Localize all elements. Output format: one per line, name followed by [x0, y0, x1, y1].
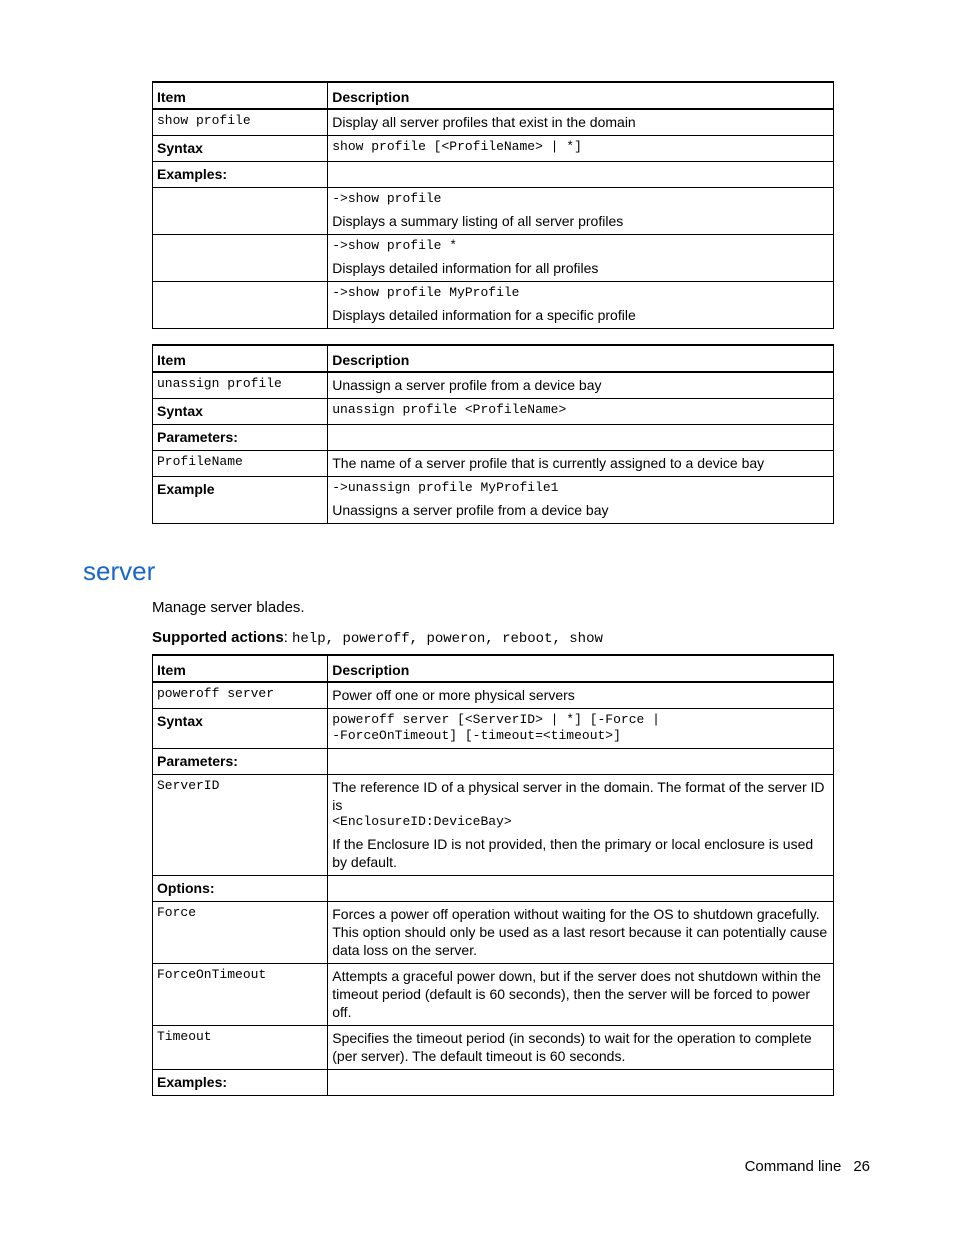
option-name: Timeout	[153, 1026, 328, 1070]
example-code: ->unassign profile MyProfile1	[332, 480, 559, 495]
table-row	[153, 425, 834, 451]
command-name: poweroff server	[153, 682, 328, 709]
empty-cell	[328, 162, 834, 188]
supported-actions	[152, 629, 603, 647]
empty-cell	[153, 282, 328, 329]
syntax-value: show profile [<ProfileName> | *]	[328, 136, 834, 162]
table-row	[153, 399, 834, 425]
table-row	[153, 876, 834, 902]
param-text: The reference ID of a physical server in the domain. The format of the server ID is	[332, 779, 825, 813]
syntax-line: poweroff server [<ServerID> | *] [-Force |	[332, 712, 660, 727]
example-code: ->show profile MyProfile	[332, 285, 520, 300]
header-item: Item	[153, 655, 328, 682]
option-description: Forces a power off operation without waiting for the OS to shutdown gracefully. This option should only be used as a last resort because it can potentially cause data loss on the server.	[328, 902, 834, 964]
table-row	[153, 451, 834, 477]
example-cell	[328, 282, 834, 329]
empty-cell	[328, 876, 834, 902]
supported-actions-sep: :	[283, 629, 293, 646]
section-title: server	[83, 556, 156, 586]
show-profile-table	[152, 81, 834, 329]
example-text: Unassigns a server profile from a device bay	[332, 502, 609, 518]
options-label: Options:	[153, 876, 328, 902]
supported-actions-label: Supported actions	[152, 629, 284, 646]
syntax-label: Syntax	[153, 399, 328, 425]
example-text: Displays detailed information for a specific profile	[332, 307, 636, 323]
param-description: The name of a server profile that is currently assigned to a device bay	[328, 451, 834, 477]
example-cell	[328, 188, 834, 235]
table-header-row	[153, 345, 834, 372]
header-item: Item	[153, 345, 328, 372]
table-row	[153, 136, 834, 162]
table-row	[153, 749, 834, 775]
empty-cell	[153, 235, 328, 282]
table-row	[153, 682, 834, 709]
syntax-cell	[328, 709, 834, 749]
examples-label: Examples:	[153, 162, 328, 188]
header-description: Description	[328, 655, 834, 682]
example-text: Displays detailed information for all profiles	[332, 260, 599, 276]
examples-label: Examples:	[153, 1070, 328, 1096]
unassign-profile-table	[152, 344, 834, 524]
parameters-label: Parameters:	[153, 425, 328, 451]
empty-cell	[328, 425, 834, 451]
param-code: <EnclosureID:DeviceBay>	[332, 814, 512, 829]
example-cell	[328, 477, 834, 524]
table-row	[153, 162, 834, 188]
page-number: 26	[853, 1158, 870, 1175]
parameters-label: Parameters:	[153, 749, 328, 775]
table-row	[153, 477, 834, 524]
table-header-row	[153, 655, 834, 682]
table-row	[153, 964, 834, 1026]
empty-cell	[153, 188, 328, 235]
page-footer	[745, 1158, 870, 1175]
supported-actions-value: help, poweroff, poweron, reboot, show	[292, 631, 603, 647]
option-name: Force	[153, 902, 328, 964]
table-row	[153, 372, 834, 399]
poweroff-server-table	[152, 654, 834, 1096]
table-header-row	[153, 82, 834, 109]
table-row	[153, 775, 834, 876]
param-text: If the Enclosure ID is not provided, then the primary or local enclosure is used by default.	[332, 836, 814, 870]
example-cell	[328, 235, 834, 282]
empty-cell	[328, 749, 834, 775]
param-name: ServerID	[153, 775, 328, 876]
table-row	[153, 282, 834, 329]
command-name: unassign profile	[153, 372, 328, 399]
table-row	[153, 109, 834, 136]
syntax-label: Syntax	[153, 136, 328, 162]
option-description: Attempts a graceful power down, but if the server does not shutdown within the timeout period (default is 60 seconds), then the server will be forced to power off.	[328, 964, 834, 1026]
example-label: Example	[153, 477, 328, 524]
table-row	[153, 1026, 834, 1070]
footer-section: Command line	[744, 1158, 842, 1175]
syntax-line: -ForceOnTimeout] [-timeout=<timeout>]	[332, 728, 621, 743]
table-row	[153, 188, 834, 235]
example-text: Displays a summary listing of all server profiles	[332, 213, 624, 229]
example-code: ->show profile	[332, 191, 442, 206]
command-description: Display all server profiles that exist in the domain	[328, 109, 834, 136]
syntax-value: unassign profile <ProfileName>	[328, 399, 834, 425]
table-row	[153, 709, 834, 749]
option-description: Specifies the timeout period (in seconds) to wait for the operation to complete (per server). The default timeout is 60 seconds.	[328, 1026, 834, 1070]
command-name: show profile	[153, 109, 328, 136]
table-row	[153, 235, 834, 282]
section-intro: Manage server blades.	[152, 599, 305, 616]
syntax-label: Syntax	[153, 709, 328, 749]
header-item: Item	[153, 82, 328, 109]
command-description: Unassign a server profile from a device bay	[328, 372, 834, 399]
header-description: Description	[328, 345, 834, 372]
empty-cell	[328, 1070, 834, 1096]
option-name: ForceOnTimeout	[153, 964, 328, 1026]
header-description: Description	[328, 82, 834, 109]
table-row	[153, 1070, 834, 1096]
example-code: ->show profile *	[332, 238, 458, 253]
param-description	[328, 775, 834, 876]
command-description: Power off one or more physical servers	[328, 682, 834, 709]
param-name: ProfileName	[153, 451, 328, 477]
table-row	[153, 902, 834, 964]
